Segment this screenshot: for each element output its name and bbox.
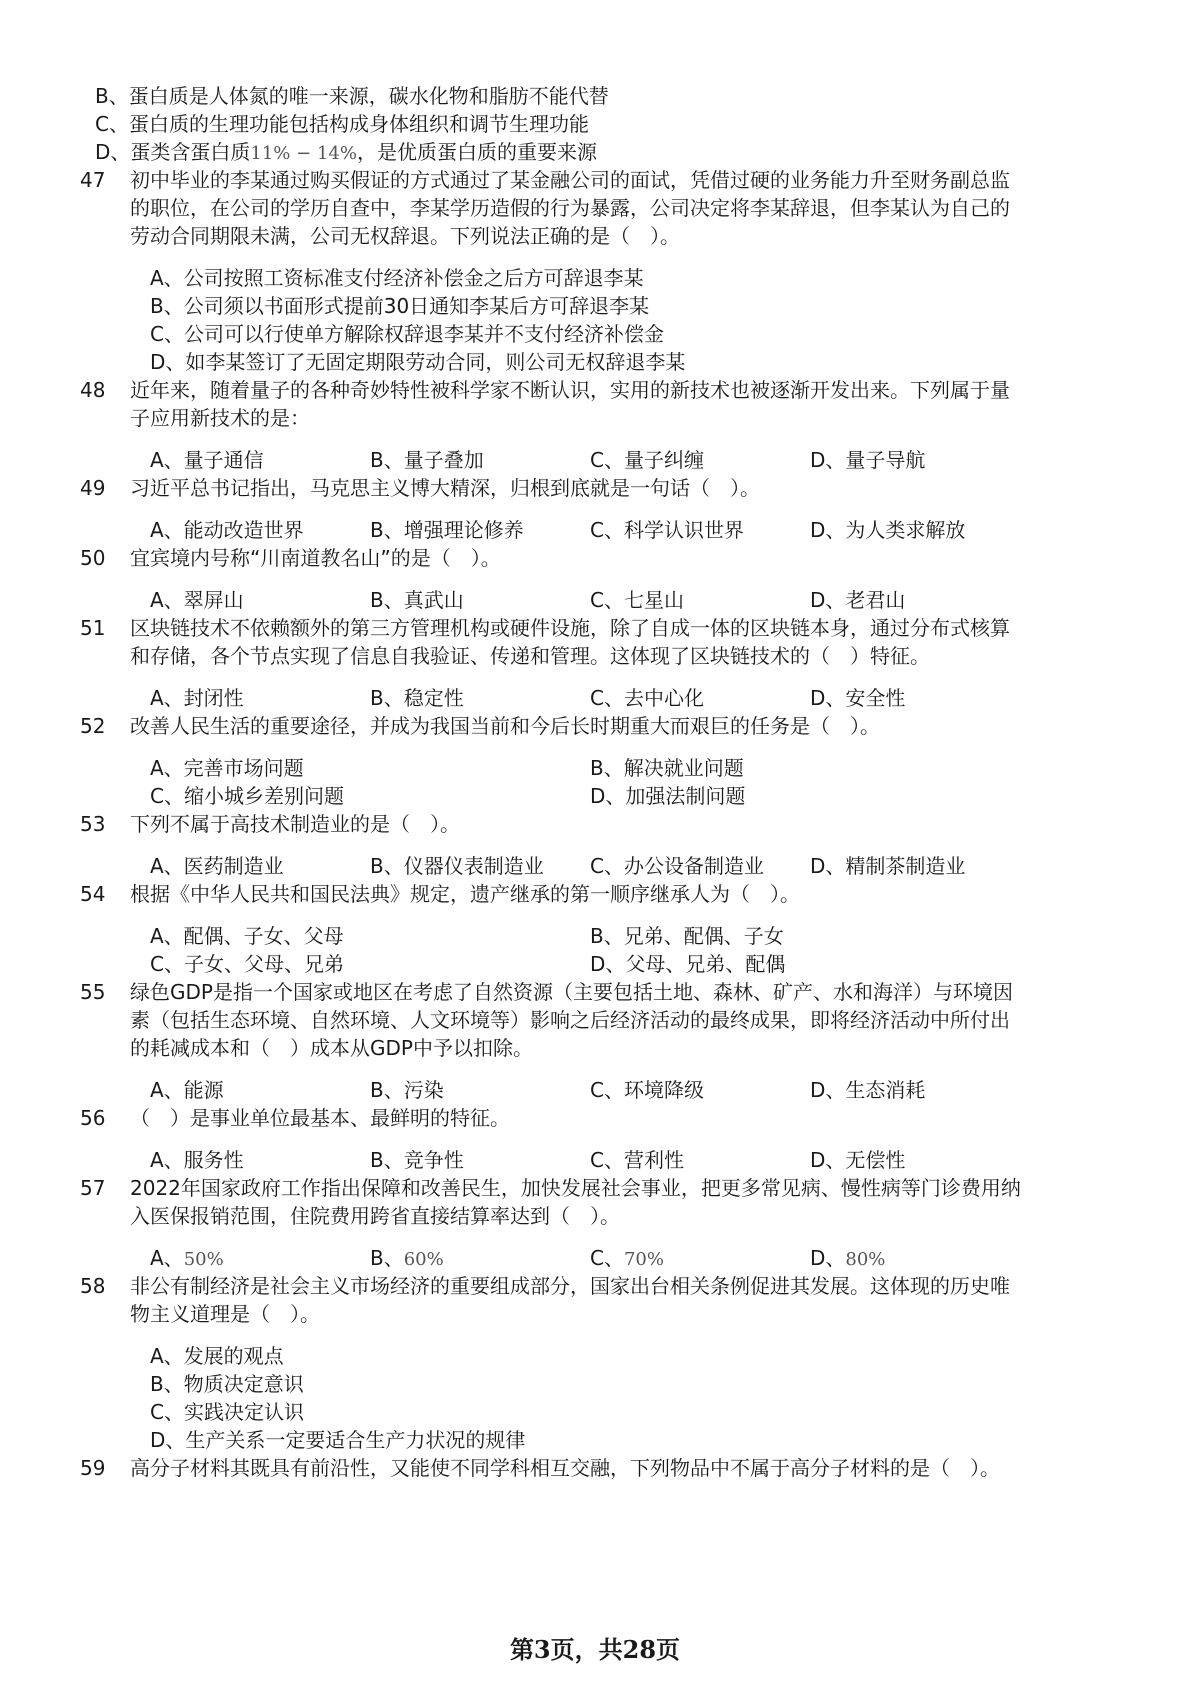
option-c-q46: C、蛋白质的生理功能包括构成身体组织和调节生理功能 bbox=[95, 112, 589, 136]
option-b: B、解决就业问题 bbox=[590, 756, 744, 780]
question-stem: 素（包括生态环境、自然环境、人文环境等）影响之后经济活动的最终成果，即将经济活动中所付出 bbox=[130, 1008, 1010, 1032]
question-number: 51 bbox=[80, 616, 106, 640]
option-a: A、封闭性 bbox=[150, 686, 244, 710]
option-a: A、公司按照工资标准支付经济补偿金之后方可辞退李某 bbox=[150, 266, 644, 290]
option-a: A、发展的观点 bbox=[150, 1344, 284, 1368]
option-d: D、老君山 bbox=[810, 588, 906, 612]
option-b: B、60% bbox=[370, 1246, 444, 1270]
question-stem: （ ）是事业单位最基本、最鲜明的特征。 bbox=[130, 1106, 510, 1130]
option-b: B、仪器仪表制造业 bbox=[370, 854, 544, 878]
page-footer: 第3页，共28页 bbox=[509, 1635, 681, 1664]
option-c: C、七星山 bbox=[590, 588, 684, 612]
option-a: A、配偶、子女、父母 bbox=[150, 924, 344, 948]
question-number: 50 bbox=[80, 546, 106, 570]
question-stem: 高分子材料其既具有前沿性，又能使不同学科相互交融，下列物品中不属于高分子材料的是（ ）。 bbox=[130, 1456, 1000, 1480]
question-number: 52 bbox=[80, 714, 106, 738]
option-d: D、精制茶制造业 bbox=[810, 854, 966, 878]
option-d: D、安全性 bbox=[810, 686, 906, 710]
option-c: C、营利性 bbox=[590, 1148, 684, 1172]
option-b-q46: B、蛋白质是人体氮的唯一来源，碳水化物和脂肪不能代替 bbox=[95, 84, 609, 108]
question-number: 49 bbox=[80, 476, 106, 500]
question-number: 56 bbox=[80, 1106, 106, 1130]
option-b: B、污染 bbox=[370, 1078, 444, 1102]
option-a: A、翠屏山 bbox=[150, 588, 244, 612]
question-stem: 近年来，随着量子的各种奇妙特性被科学家不断认识，实用的新技术也被逐渐开发出来。下列属于量 bbox=[130, 378, 1010, 402]
option-a: A、服务性 bbox=[150, 1148, 244, 1172]
question-stem: 入医保报销范围，住院费用跨省直接结算率达到（ ）。 bbox=[130, 1204, 620, 1228]
question-stem: 改善人民生活的重要途径，并成为我国当前和今后长时期重大而艰巨的任务是（ ）。 bbox=[130, 714, 880, 738]
question-stem: 劳动合同期限未满，公司无权辞退。下列说法正确的是（ ）。 bbox=[130, 224, 680, 248]
option-c: C、缩小城乡差别问题 bbox=[150, 784, 344, 808]
option-b: B、量子叠加 bbox=[370, 448, 484, 472]
question-number: 47 bbox=[80, 168, 106, 192]
option-b: B、稳定性 bbox=[370, 686, 464, 710]
option-c: C、70% bbox=[590, 1246, 664, 1270]
option-c: C、量子纠缠 bbox=[590, 448, 704, 472]
question-stem: 的耗减成本和（ ）成本从GDP中予以扣除。 bbox=[130, 1036, 533, 1060]
question-number: 53 bbox=[80, 812, 106, 836]
question-number: 55 bbox=[80, 980, 106, 1004]
option-c: C、公司可以行使单方解除权辞退李某并不支付经济补偿金 bbox=[150, 322, 664, 346]
option-b: B、兄弟、配偶、子女 bbox=[590, 924, 784, 948]
question-stem: 和存储，各个节点实现了信息自我验证、传递和管理。这体现了区块链技术的（ ）特征。 bbox=[130, 644, 930, 668]
option-d: D、父母、兄弟、配偶 bbox=[590, 952, 786, 976]
question-stem: 初中毕业的李某通过购买假证的方式通过了某金融公司的面试，凭借过硬的业务能力升至财务副总监 bbox=[130, 168, 1010, 192]
question-stem: 物主义道理是（ ）。 bbox=[130, 1302, 320, 1326]
option-b: B、物质决定意识 bbox=[150, 1372, 304, 1396]
question-stem: 非公有制经济是社会主义市场经济的重要组成部分，国家出台相关条例促进其发展。这体现的历史唯 bbox=[130, 1274, 1010, 1298]
option-d: D、加强法制问题 bbox=[590, 784, 746, 808]
option-c: C、去中心化 bbox=[590, 686, 704, 710]
option-b: B、竞争性 bbox=[370, 1148, 464, 1172]
option-c: C、环境降级 bbox=[590, 1078, 704, 1102]
option-d-q46: D、蛋类含蛋白质11% − 14%，是优质蛋白质的重要来源 bbox=[95, 140, 597, 164]
option-a: A、50% bbox=[150, 1246, 224, 1270]
option-c: C、实践决定认识 bbox=[150, 1400, 304, 1424]
option-a: A、完善市场问题 bbox=[150, 756, 304, 780]
math-range: 11% − 14% bbox=[250, 143, 357, 164]
option-c: C、办公设备制造业 bbox=[590, 854, 764, 878]
option-a: A、医药制造业 bbox=[150, 854, 284, 878]
option-d: D、80% bbox=[810, 1246, 886, 1270]
question-stem: 习近平总书记指出，马克思主义博大精深，归根到底就是一句话（ ）。 bbox=[130, 476, 760, 500]
option-b: B、公司须以书面形式提前30日通知李某后方可辞退李某 bbox=[150, 294, 650, 318]
option-d: D、生态消耗 bbox=[810, 1078, 926, 1102]
option-b: B、增强理论修养 bbox=[370, 518, 524, 542]
option-c: C、子女、父母、兄弟 bbox=[150, 952, 344, 976]
question-number: 54 bbox=[80, 882, 106, 906]
question-number: 48 bbox=[80, 378, 106, 402]
option-d: D、无偿性 bbox=[810, 1148, 906, 1172]
question-number: 58 bbox=[80, 1274, 106, 1298]
question-stem: 下列不属于高技术制造业的是（ ）。 bbox=[130, 812, 460, 836]
option-d: D、生产关系一定要适合生产力状况的规律 bbox=[150, 1428, 526, 1452]
option-a: A、量子通信 bbox=[150, 448, 264, 472]
question-stem: 宜宾境内号称“川南道教名山”的是（ ）。 bbox=[130, 546, 501, 570]
question-number: 57 bbox=[80, 1176, 106, 1200]
question-stem: 区块链技术不依赖额外的第三方管理机构或硬件设施，除了自成一体的区块链本身，通过分布式核算 bbox=[130, 616, 1010, 640]
question-number: 59 bbox=[80, 1456, 106, 1480]
option-d: D、量子导航 bbox=[810, 448, 926, 472]
option-a: A、能源 bbox=[150, 1078, 224, 1102]
question-stem: 的职位，在公司的学历自查中，李某学历造假的行为暴露，公司决定将李某辞退，但李某认为自己的 bbox=[130, 196, 1010, 220]
question-stem: 子应用新技术的是： bbox=[130, 406, 310, 430]
question-stem: 2022年国家政府工作指出保障和改善民生，加快发展社会事业，把更多常见病、慢性病等门诊费用纳 bbox=[130, 1176, 1021, 1200]
question-stem: 根据《中华人民共和国民法典》规定，遗产继承的第一顺序继承人为（ ）。 bbox=[130, 882, 800, 906]
option-d: D、如李某签订了无固定期限劳动合同，则公司无权辞退李某 bbox=[150, 350, 686, 374]
option-c: C、科学认识世界 bbox=[590, 518, 744, 542]
option-d: D、为人类求解放 bbox=[810, 518, 966, 542]
option-a: A、能动改造世界 bbox=[150, 518, 304, 542]
option-b: B、真武山 bbox=[370, 588, 464, 612]
question-stem: 绿色GDP是指一个国家或地区在考虑了自然资源（主要包括土地、森林、矿产、水和海洋）与环境因 bbox=[130, 980, 1013, 1004]
